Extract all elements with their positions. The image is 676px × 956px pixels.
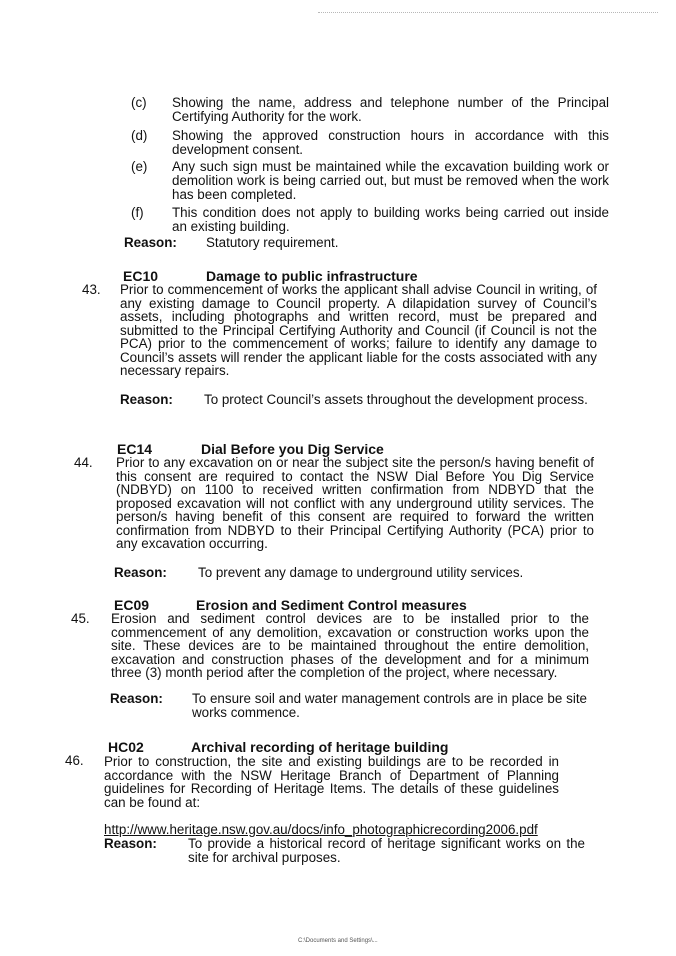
reason-label: Reason: [104,836,157,851]
reason-text: To ensure soil and water management controls are in place be site works commence. [192,691,587,720]
reason-text: Statutory requirement. [206,235,339,250]
reason-text: To provide a historical record of heritage significant works on the site for archival purposes. [188,836,585,865]
item-text: Any such sign must be maintained while the excavation building work or demolition work is being carried out, but must be removed when the work has been completed. [172,159,609,202]
condition-number: 45. [71,611,90,626]
item-text: Showing the name, address and telephone number of the Principal Certifying Authority for the work. [172,95,609,124]
condition-code: EC10 [123,268,159,284]
reason-label: Reason: [110,691,163,706]
condition-body: Erosion and sediment control devices are to be installed prior to the commencement of any demolition, excavation or construction works upon the site. These devices are to be maintained throughout the entire demolition, excavation and construction phases of the development and for a minimum three (3) month period after the completion of the project, where necessary. [111,611,589,680]
footer-file-path: C:\Documents and Settings\... [298,938,378,944]
condition-number: 43. [82,282,101,297]
condition-title: Erosion and Sediment Control measures [196,597,467,613]
heritage-guidelines-link[interactable]: http://www.heritage.nsw.gov.au/docs/info_photographicrecording2006.pdf [104,822,538,837]
condition-title: Damage to public infrastructure [206,268,418,284]
item-text: Showing the approved construction hours in accordance with this development consent. [172,128,609,157]
reason-label: Reason: [120,392,173,407]
reason-label: Reason: [114,565,167,580]
condition-body: Prior to construction, the site and existing buildings are to be recorded in accordance with the NSW Heritage Branch of Department of Planning guidelines for Recording of Heritage Items. The details of these guidelines can be found at: [104,754,559,810]
condition-code: EC09 [114,597,150,613]
reason-label: Reason: [124,235,177,250]
item-letter: (d) [131,128,148,143]
condition-number: 44. [74,455,93,470]
item-letter: (c) [131,95,147,110]
condition-body: Prior to commencement of works the applicant shall advise Council in writing, of any existing damage to Council property. A dilapidation survey of Council’s assets, including photographs and written record, must be prepared and submitted to the Principal Certifying Authority and Council (if Council is not the PCA) prior to the commencement of works; failure to identify any damage to Council’s assets will render the applicant liable for the costs associated with any necessary repairs. [120,282,597,378]
condition-body: Prior to any excavation on or near the subject site the person/s having benefit of this consent are required to contact the NSW Dial Before You Dig Service (NDBYD) on 1100 to received written confirmation from NDBYD that the proposed excavation will not conflict with any underground utility services. The person/s having benefit of this consent are required to forward the written confirmation from NDBYD to their Principal Certifying Authority (PCA) prior to any excavation occurring. [116,455,594,551]
item-letter: (f) [131,205,144,220]
reason-text: To protect Council’s assets throughout the development process. [204,392,588,407]
item-letter: (e) [131,159,148,174]
condition-code: EC14 [117,441,153,457]
condition-title: Archival recording of heritage building [191,739,449,755]
condition-number: 46. [65,753,84,768]
condition-title: Dial Before you Dig Service [201,441,384,457]
condition-code: HC02 [108,739,144,755]
scan-artifact [318,12,658,13]
item-text: This condition does not apply to building works being carried out inside an existing building. [172,205,609,234]
reason-text: To prevent any damage to underground utility services. [198,565,524,580]
